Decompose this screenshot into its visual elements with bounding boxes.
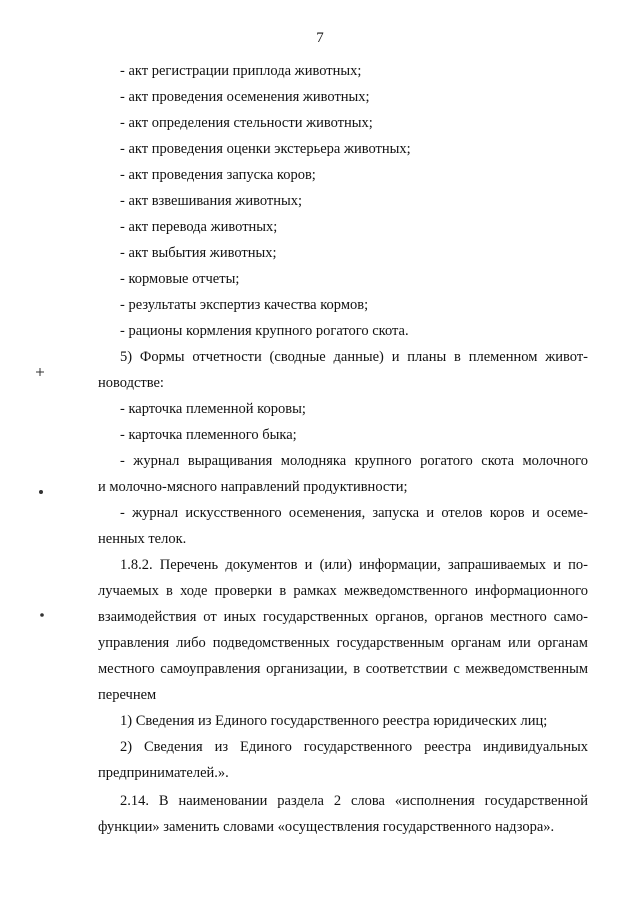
list-item: - акт проведения осеменения животных;: [120, 89, 370, 105]
item2-line1: 2) Сведения из Единого государственного реестра индивидуальных: [120, 739, 588, 755]
list-item: - акт проведения запуска коров;: [120, 167, 316, 183]
section-182-line6: перечнем: [98, 687, 157, 703]
section-182-line2: лучаемых в ходе проверки в рамках межведомственного информационного: [98, 583, 588, 599]
section-182-line5: местного самоуправления организации, в соответствии с межведомственным: [98, 661, 588, 677]
journal1-line2: и молочно-мясного направлений продуктивности;: [98, 479, 408, 495]
journal1-line1: - журнал выращивания молодняка крупного рогатого скота молочного: [120, 453, 588, 469]
page-number: 7: [316, 30, 324, 46]
list-item: - результаты экспертиз качества кормов;: [120, 297, 369, 313]
list-item: - карточка племенной коровы;: [120, 401, 306, 417]
item1: 1) Сведения из Единого государственного реестра юридических лиц;: [120, 713, 548, 729]
paragraph-item5-line2: новодстве:: [98, 375, 164, 391]
paragraph-item5-line1: 5) Формы отчетности (сводные данные) и планы в племенном живот-: [120, 349, 588, 365]
journal2-line1: - журнал искусственного осеменения, запуска и отелов коров и осеме-: [120, 505, 588, 521]
section-214-line1: 2.14. В наименовании раздела 2 слова «исполнения государственной: [120, 793, 588, 809]
section-214-line2: функции» заменить словами «осуществления государственного надзора».: [98, 819, 555, 835]
journal2-line2: ненных телок.: [98, 531, 187, 547]
list-item: - акт выбытия животных;: [120, 245, 277, 261]
list-item: - акт взвешивания животных;: [120, 193, 303, 209]
section-182-line4: управления либо подведомственных государственным органам или органам: [98, 635, 588, 651]
scan-mark-3: [38, 611, 46, 619]
list-item: - акт регистрации приплода животных;: [120, 63, 362, 79]
list-item: - рационы кормления крупного рогатого скота.: [120, 323, 409, 339]
scan-mark-1: [35, 367, 45, 377]
list-item: - акт определения стельности животных;: [120, 115, 373, 131]
scan-mark-2: [37, 488, 45, 496]
list-item: - кормовые отчеты;: [120, 271, 240, 287]
list-item: - карточка племенного быка;: [120, 427, 297, 443]
list-item: - акт перевода животных;: [120, 219, 278, 235]
item2-line2: предпринимателей.».: [98, 765, 229, 781]
list-item: - акт проведения оценки экстерьера животных;: [120, 141, 411, 157]
section-182-line1: 1.8.2. Перечень документов и (или) информации, запрашиваемых и по-: [120, 557, 588, 573]
section-182-line3: взаимодействия от иных государственных органов, органов местного само-: [98, 609, 588, 625]
